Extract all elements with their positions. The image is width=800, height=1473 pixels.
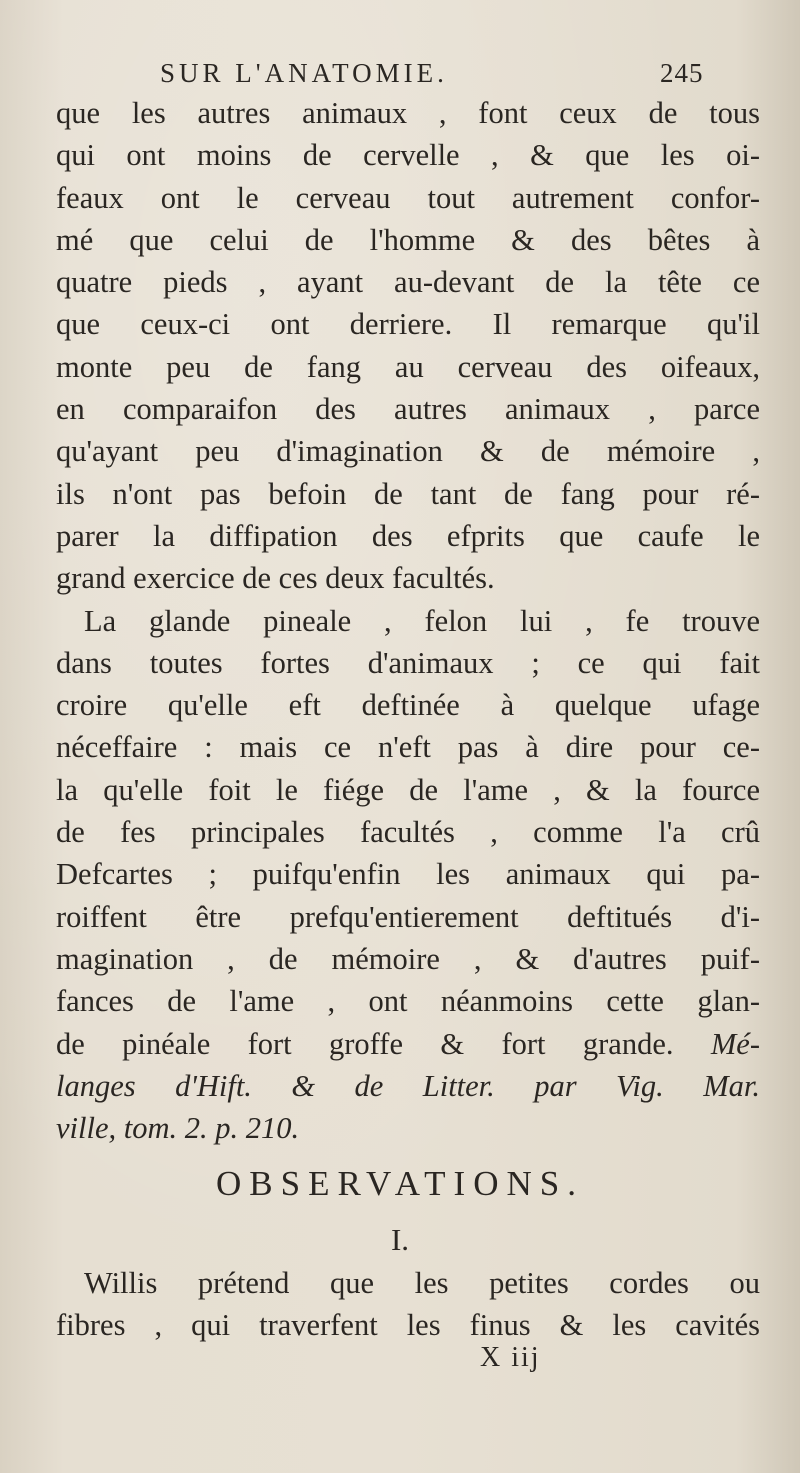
text-line (56, 1023, 760, 1065)
text-line: monte peu de fang au cerveau des oifeaux, (56, 349, 760, 384)
section-numeral: I. (390, 1222, 410, 1257)
citation-line: langes d'Hift. & de Litter. par Vig. Mar. (56, 1068, 760, 1103)
citation-fragment: Mé- (710, 1026, 760, 1061)
text-line: la qu'elle foit le fiége de l'ame , & la fource (56, 772, 760, 807)
text-line: parer la diffipation des efprits que caufe le (56, 518, 760, 553)
text-line: Defcartes ; puifqu'enfin les animaux qui pa- (56, 857, 760, 892)
page-number: 245 (660, 58, 704, 88)
text-line: que les autres animaux , font ceux de tous (56, 96, 760, 130)
observation-text (56, 1262, 760, 1347)
text-line: Willis prétend que les petites cordes ou (84, 1266, 760, 1300)
text-line: que ceux-ci ont derriere. Il remarque qu'il (56, 307, 760, 342)
text-line: dans toutes fortes d'animaux ; ce qui fait (56, 645, 760, 680)
citation-line: ville, tom. 2. p. 210. (56, 1111, 300, 1146)
text-line: croire qu'elle eft deftinée à quelque ufage (56, 688, 760, 723)
text-line: mé que celui de l'homme & des bêtes à (56, 222, 760, 257)
text-line: quatre pieds , ayant au-devant de la tête ce (56, 265, 760, 300)
text-line: roiffent être prefqu'entierement deftitués d'i- (56, 899, 760, 934)
text-line: néceffaire : mais ce n'eft pas à dire pour ce- (56, 730, 760, 765)
text-fragment: de pinéale fort groffe & fort grande. (56, 1026, 711, 1061)
main-text (56, 92, 760, 1149)
text-line: magination , de mémoire , & d'autres puif- (56, 941, 760, 976)
text-line: qu'ayant peu d'imagination & de mémoire , (56, 434, 760, 469)
text-line: en comparaifon des autres animaux , parce (56, 392, 760, 427)
running-title: SUR L'ANATOMIE. (160, 58, 448, 88)
text-line: grand exercice de ces deux facultés. (56, 561, 495, 596)
text-line: qui ont moins de cervelle , & que les oi- (56, 138, 760, 173)
text-line: La glande pineale , felon lui , fe trouve (84, 603, 760, 638)
text-line: fances de l'ame , ont néanmoins cette glan- (56, 984, 760, 1019)
text-line: ils n'ont pas befoin de tant de fang pour ré- (56, 476, 760, 511)
text-line: de fes principales facultés , comme l'a crû (56, 815, 760, 850)
section-heading: OBSERVATIONS. (216, 1164, 584, 1203)
text-line: fibres , qui traverfent les finus & les cavités (56, 1308, 760, 1343)
signature-mark: X iij (480, 1342, 541, 1373)
text-line: feaux ont le cerveau tout autrement confor- (56, 180, 760, 215)
